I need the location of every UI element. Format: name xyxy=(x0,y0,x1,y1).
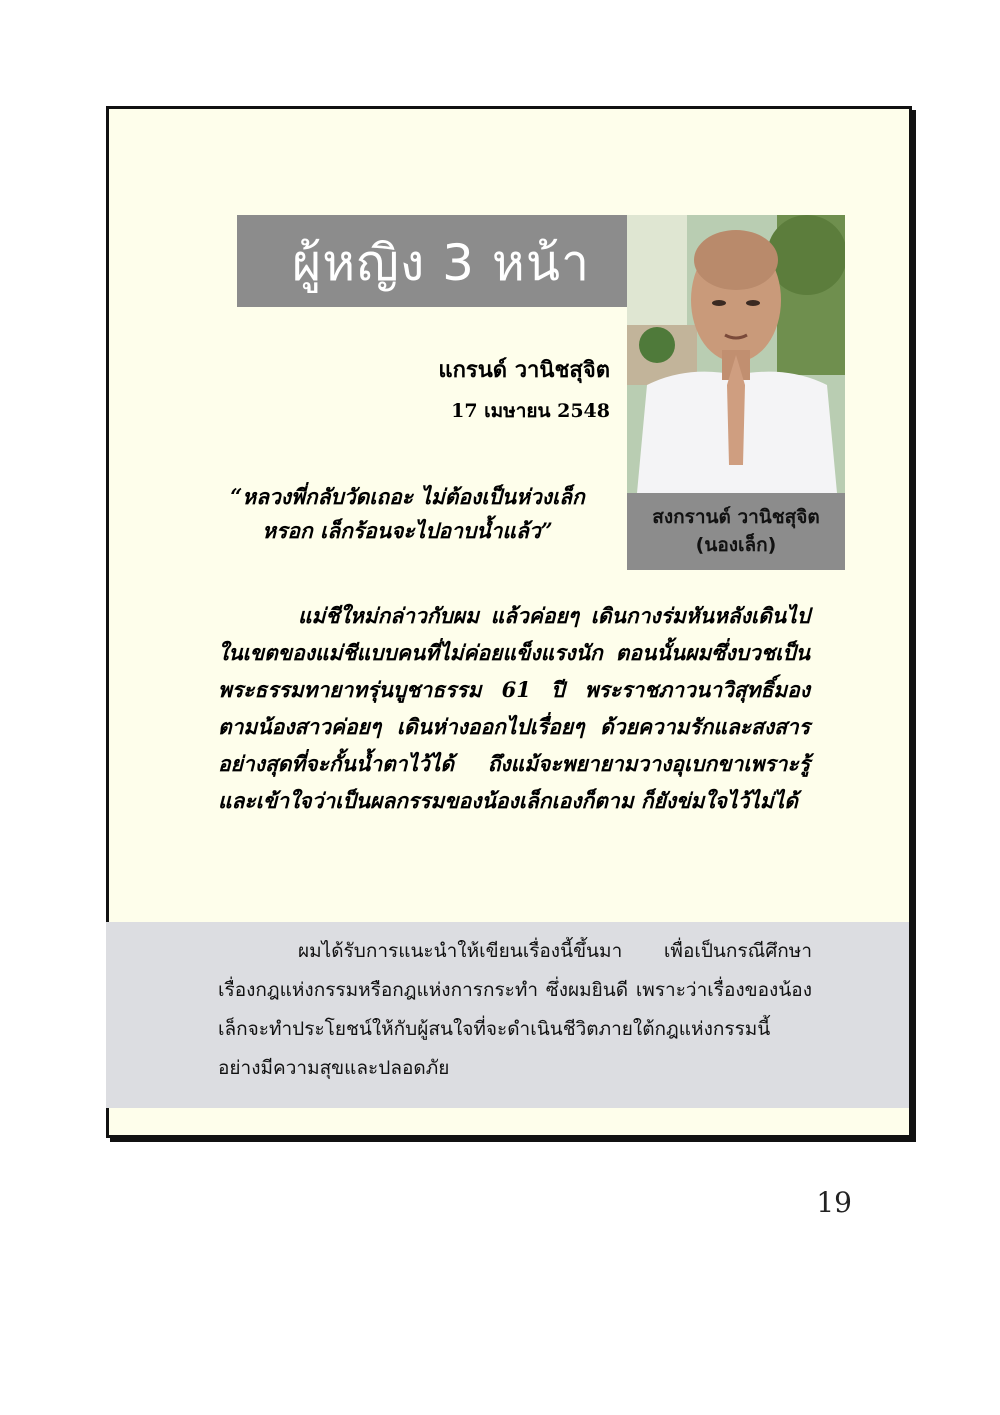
quote-line: “หลวงพี่กลับวัดเถอะ ไม่ต้องเป็นห่วงเล็ก xyxy=(230,484,585,509)
main-paragraph-text: แม่ชีใหม่กล่าวกับผม แล้วค่อยๆ เดินกางร่มหันหลังเดินไปในเขตของแม่ชีแบบคนที่ไม่ค่อยแข็งแรงนัก ตอนนั้นผมซึ่งบวชเป็นพระธรรมทายาทรุ่นบูชาธรรม 61 ปี พระราชภาวนาวิสุทธิ์มองตามน้องสาวค่อยๆ เดินห่างออกไปเรื่อยๆ ด้วยความรักและสงสารอย่างสุดที่จะกั้นน้ำตาไว้ได้ ถึงแม้จะพยายามวางอุเบกขาเพราะรู้และเข้าใจว่าเป็นผลกรรมของน้องเล็กเองก็ตาม ก็ยังข่มใจไว้ไม่ได้ xyxy=(218,603,810,813)
monk-portrait-image xyxy=(627,215,845,493)
caption-name: สงกรานต์ วานิชสุจิต xyxy=(652,506,820,528)
main-paragraph xyxy=(218,597,810,819)
caption-nickname: (นองเล็ก) xyxy=(695,534,777,556)
quote-line: หรอก เล็กร้อนจะไปอาบน้ำแล้ว” xyxy=(262,518,553,543)
photo-caption xyxy=(627,493,845,570)
opening-quote xyxy=(210,480,605,548)
page-title: ผู้หญิง 3 หน้า xyxy=(292,234,591,292)
intro-paragraph-text: ผมได้รับการแนะนำให้เขียนเรื่องนี้ขึ้นมา เพื่อเป็นกรณีศึกษาเรื่องกฎแห่งกรรมหรือกฎแห่งการกระทำ ซึ่งผมยินดี เพราะว่าเรื่องของน้องเล็กจะทำประโยชน์ให้กับผู้สนใจที่จะดำเนินชีวิตภายใต้กฎแห่งกรรมนี้อย่างมีความสุขและปลอดภัย xyxy=(218,940,812,1079)
page-number: 19 xyxy=(816,1186,852,1219)
author-name: แกรนด์ วานิชสุจิต xyxy=(438,357,610,383)
date: 17 เมษายน 2548 xyxy=(451,400,610,422)
intro-paragraph xyxy=(218,932,812,1088)
portrait-photo xyxy=(627,215,845,493)
